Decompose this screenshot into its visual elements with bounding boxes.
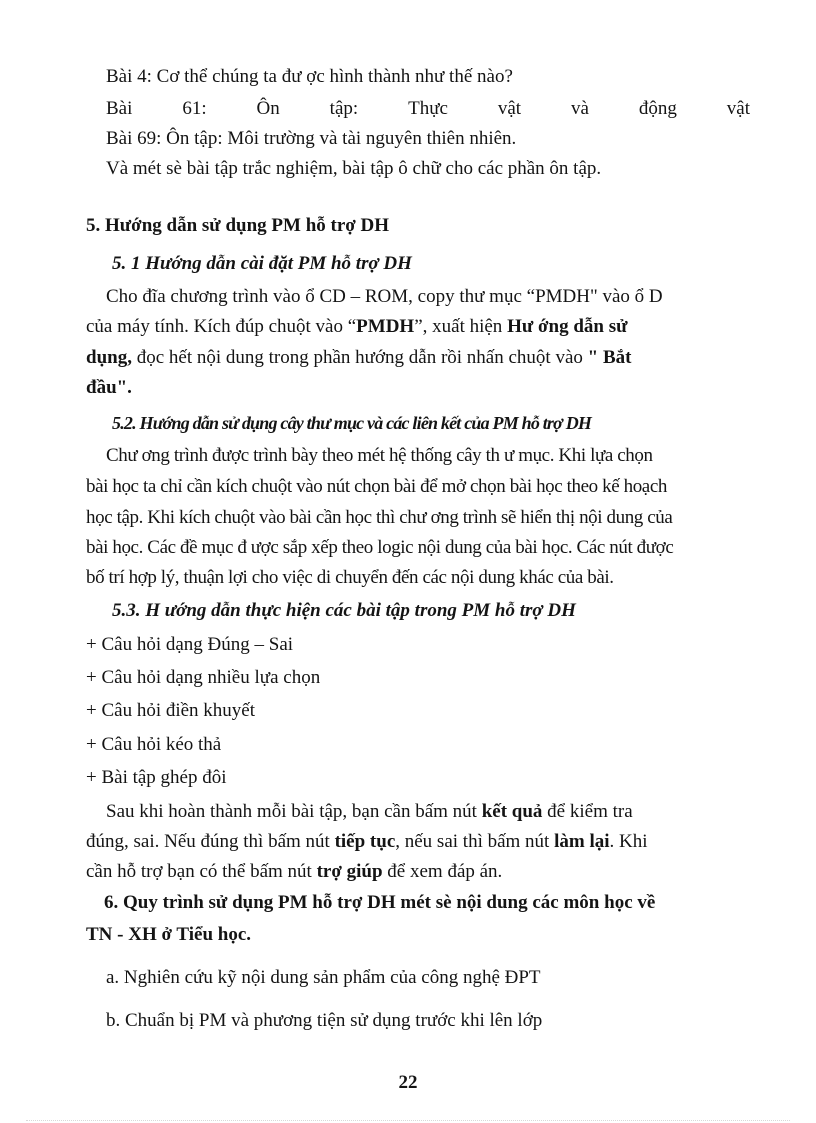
- list-item: + Bài tập ghép đôi: [86, 767, 227, 788]
- text-line: Chư ơng trình được trình bày theo mét hệ thống cây th ư mục. Khi lựa chọn: [106, 445, 653, 466]
- text-word: Thực: [408, 98, 448, 119]
- text-line: Bài 69: Ôn tập: Môi trường và tài nguyên thiên nhiên.: [106, 128, 517, 149]
- text-span: cần hỗ trợ bạn có thể bấm nút: [86, 861, 317, 882]
- list-item: + Câu hỏi điền khuyết: [86, 700, 256, 721]
- page-number: 22: [398, 1072, 418, 1093]
- text-line-justified: [106, 97, 750, 121]
- text-line: bố trí hợp lý, thuận lợi cho việc di chuyển đến các nội dung khác của bài.: [86, 567, 614, 588]
- text-word: động: [638, 98, 677, 119]
- text-line: [86, 860, 750, 884]
- text-span: đúng, sai. Nếu đúng thì bấm nút: [86, 831, 335, 852]
- text-span: đọc hết nội dung trong phần hướng dẫn rồi nhấn chuột vào: [131, 347, 588, 368]
- section-heading: TN - XH ở Tiểu học.: [86, 924, 252, 945]
- text-word: vật: [726, 98, 750, 119]
- text-span: , nếu sai thì bấm nút: [395, 831, 555, 852]
- text-line: Cho đĩa chương trình vào ổ CD – ROM, copy thư mục “PMDH" vào ổ D: [106, 286, 663, 307]
- text-span: của máy tính. Kích đúp chuột vào “: [86, 316, 357, 337]
- text-word: tập:: [329, 98, 359, 119]
- text-line: Và mét sè bài tập trắc nghiệm, bài tập ô chữ cho các phần ôn tập.: [106, 158, 602, 179]
- text-span: để kiểm tra: [542, 801, 633, 822]
- subsection-heading: 5. 1 Hướng dẫn cài đặt PM hỗ trợ DH: [112, 253, 412, 274]
- text-word: vật: [497, 98, 522, 119]
- list-item: + Câu hỏi kéo thả: [86, 734, 222, 755]
- text-line: bài học. Các đề mục đ ược sắp xếp theo logic nội dung của bài học. Các nút được: [86, 537, 674, 558]
- subsection-heading: 5.2. Hướng dẫn sử dụng cây thư mục và các liên kết của PM hỗ trợ DH: [112, 413, 592, 433]
- text-span-bold: trợ giúp: [316, 861, 383, 882]
- page-bottom-rule: [26, 1120, 790, 1121]
- text-word: 61:: [182, 98, 207, 119]
- text-line: bài học ta chỉ cần kích chuột vào nút chọn bài để mở chọn bài học theo kế hoạch: [86, 476, 667, 497]
- text-line: b. Chuẩn bị PM và phương tiện sử dụng trước khi lên lớp: [106, 1010, 543, 1031]
- text-span-bold: tiếp tục: [334, 831, 396, 852]
- text-span: để xem đáp án.: [382, 861, 503, 882]
- list-item: + Câu hỏi dạng nhiều lựa chọn: [86, 667, 321, 688]
- text-line: [86, 830, 750, 854]
- text-line: đầu".: [86, 377, 132, 398]
- text-line: Bài 4: Cơ thể chúng ta đư ợc hình thành như thế nào?: [106, 66, 513, 87]
- list-item: + Câu hỏi dạng Đúng – Sai: [86, 634, 294, 655]
- text-line: [86, 346, 750, 370]
- text-span-bold: kết quả: [481, 801, 543, 822]
- text-span: ”, xuất hiện: [414, 316, 508, 337]
- text-word: Bài: [106, 98, 133, 119]
- subsection-heading: 5.3. H ướng dẫn thực hiện các bài tập trong PM hỗ trợ DH: [112, 600, 576, 621]
- text-span-bold: làm lại: [554, 831, 610, 852]
- text-line: [106, 800, 750, 824]
- text-span-bold: dụng,: [86, 347, 132, 368]
- text-word: và: [571, 98, 589, 119]
- text-span: Sau khi hoàn thành mỗi bài tập, bạn cần bấm nút: [106, 801, 482, 822]
- text-line: a. Nghiên cứu kỹ nội dung sản phẩm của công nghệ ĐPT: [106, 967, 541, 988]
- section-heading: 6. Quy trình sử dụng PM hỗ trợ DH mét sè nội dung các môn học về: [104, 892, 656, 913]
- text-word: Ôn: [256, 98, 280, 119]
- text-line: [86, 315, 750, 339]
- text-line: học tập. Khi kích chuột vào bài cần học thì chư ơng trình sẽ hiển thị nội dung của: [86, 507, 673, 528]
- text-span-bold: " Bắt: [587, 347, 632, 368]
- text-span: . Khi: [609, 831, 648, 852]
- text-span-bold: PMDH: [356, 316, 415, 337]
- text-span-bold: Hư ớng dẫn sử: [507, 316, 628, 337]
- section-heading: 5. Hướng dẫn sử dụng PM hỗ trợ DH: [86, 215, 390, 236]
